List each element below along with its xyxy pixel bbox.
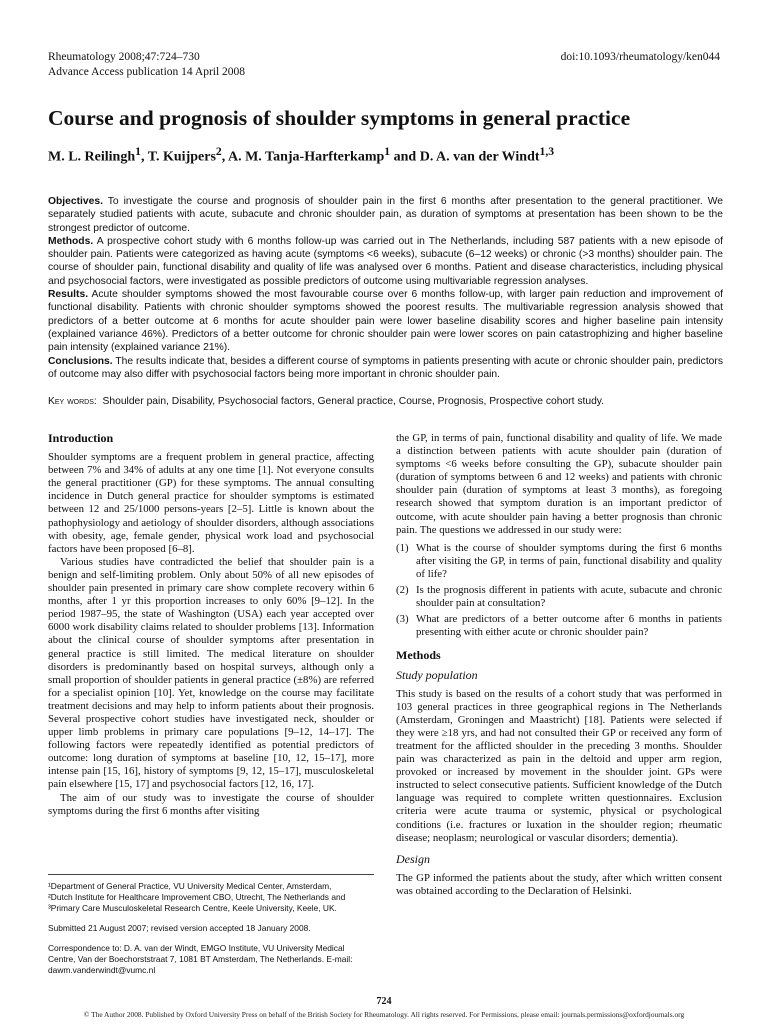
author-name: M. L. Reilingh — [48, 149, 136, 165]
conclusions-label: Conclusions. — [48, 355, 113, 367]
author-affiliation: 1 — [384, 145, 391, 158]
footnote-divider — [48, 874, 374, 875]
keywords — [48, 396, 723, 407]
introduction-heading: Introduction — [48, 431, 114, 445]
methods-text: A prospective cohort study with 6 months follow-up was carried out in The Netherlands, including 587 patients with a new episode of shoulder pain. Patients were categorized as having acute (symptoms <6 weeks), subacute (6–12 weeks) or chronic (>3 months) shoulder pain. The course of shoulder pain, functional disability and quality of life was analysed over 6 months. Patient and disease characteristics, including physical and psychosocial factors, were investigated as possible predictors of outcome using multivariable regression analyses. — [48, 235, 723, 287]
keywords-text: Shoulder pain, Disability, Psychosocial factors, General practice, Course, Prognosis, Prospective cohort study. — [102, 396, 605, 407]
doi-link[interactable]: doi:10.1093/rheumatology/ken044 — [560, 51, 720, 63]
question-text: Is the prognosis different in patients with acute, subacute and chronic shoulder pain at consultation? — [416, 584, 722, 610]
intro-paragraph: the GP, in terms of pain, functional disability and quality of life. We made a distinction between patients with acute shoulder pain (duration of symptoms <6 weeks before consulting the GP), subacute shoulder pain (duration of symptoms between 6 and 12 weeks) and patients with chronic shoulder pain (duration of symptoms at least 3 months), as foregoing research showed that symptom duration is an important predictor of outcome, with acute shoulder pain having a better prognosis than chronic pain. The questions we addressed in our study were: — [396, 432, 722, 536]
results-label: Results. — [48, 289, 89, 301]
footnotes — [48, 874, 374, 976]
journal-citation: Rheumatology 2008;47:724–730 — [48, 51, 200, 63]
correspondence-note: Correspondence to: D. A. van der Windt, EMGO Institute, VU University Medical Centre, Van der Boechorststraat 7, 1081 BT Amsterdam, The Netherlands. E-mail: dawm.vanderwindt@vumc.nl — [48, 943, 353, 975]
author-separator: , — [221, 149, 228, 165]
abstract — [48, 195, 723, 381]
author-name: T. Kuijpers — [147, 149, 216, 165]
author-list — [48, 145, 728, 166]
submission-dates: Submitted 21 August 2007; revised version accepted 18 January 2008. — [48, 923, 311, 933]
right-column — [396, 432, 722, 898]
page-number: 724 — [376, 996, 392, 1007]
objectives-label: Objectives. — [48, 196, 103, 207]
article-title: Course and prognosis of shoulder symptoms in general practice — [48, 106, 631, 130]
question-number: (3) — [396, 613, 409, 626]
abstract-methods — [48, 235, 723, 288]
intro-paragraph: Shoulder symptoms are a frequent problem in general practice, affecting between 7% and 34% of adults at any one time [1]. Not everyone consults the general practitioner (GP) for these symptoms. The annual consulting incidence in Dutch general practice for shoulder symptoms is estimated between 12 and 25/1000 persons-years [2–5]. Little is known about the pathophysiology and aetiology of shoulder disorders, although associations with obesity, age, female gender, physical work load and psychosocial factors have been proposed [6–8]. — [48, 451, 374, 555]
author-affiliation: 1 — [135, 145, 141, 158]
copyright-notice: © The Author 2008. Published by Oxford University Press on behalf of the British Society for Rheumatology. All rights reserved. For Permissions, please email: journals.permissions@oxfordjournals.org — [83, 1010, 685, 1019]
author-name: D. A. van der Windt — [419, 149, 540, 165]
affiliation-note: ²Dutch Institute for Healthcare Improvement CBO, Utrecht, The Netherlands and — [48, 892, 346, 902]
author-name: A. M. Tanja-Harfterkamp — [227, 149, 385, 165]
running-header — [48, 50, 720, 80]
methods-heading: Methods — [396, 648, 441, 663]
author-affiliation: 2 — [215, 145, 222, 158]
design-text: The GP informed the patients about the study, after which written consent was obtained according to the Declaration of Helsinki. — [396, 871, 722, 897]
abstract-conclusions — [48, 355, 723, 382]
question-item — [396, 584, 722, 610]
affiliation-note: ¹Department of General Practice, VU University Medical Center, Amsterdam, — [48, 881, 332, 891]
intro-paragraph: Various studies have contradicted the belief that shoulder pain is a benign and self-limiting problem. Only about 50% of all new episodes of shoulder pain presented in primary care show complete recovery within 6 months, after 1 yr this proportion increases to only 60% [9–12]. In the period 1987–95, the state of Washington (USA) each year accepted over 6000 work disability claims related to shoulder problems [13]. Information about the clinical course of shoulder symptoms after presentation in general practice is still limited. The medical literature on shoulder disorders is predominantly based on hospital surveys, although only a small proportion of shoulder patients in general practice (±8%) are referred for a specialist opinion [10]. Yet, knowledge on the course may facilitate treatment decisions and may help to inform patients about their prognosis. Several prospective cohort studies have investigated neck, shoulder or upper limb problems in primary care populations [9–12, 14–17]. The following factors were repeatedly identified as potential predictors of outcome: long duration of symptoms at baseline [10, 12, 15–17], more intense pain [15, 16], history of symptoms [9, 12, 15–17], musculoskeletal pain elsewhere [15, 17] and psychosocial factors [12, 16, 17]. — [48, 555, 374, 791]
author-separator: and — [390, 149, 420, 165]
abstract-objectives — [48, 195, 723, 235]
study-population-text: This study is based on the results of a cohort study that was performed in 103 general practices in three geographical regions in The Netherlands (Amsterdam, Groningen and Maastricht) [18]. Patients were selected if they were ≥18 yrs, and had not consulted their GP or received any form of treatment for the afflicted shoulder in the preceding 3 months. Shoulder pain was characterized as pain in the deltoid and upper arm region, provoked or increased by movement in the shoulder joint. GPs were instructed to select consecutive patients. Sufficient knowledge of the Dutch language was required to complete written questionnaires. Exclusion criteria were acute trauma or systemic, physical or psychological conditions (i.e. fractures or luxation in the shoulder region; rheumatic disease; neoplasm; neurological or vascular disorders; dementia). — [396, 687, 722, 844]
author-separator: , — [140, 149, 148, 165]
advance-access-line: Advance Access publication 14 April 2008 — [48, 66, 246, 78]
keywords-label: Key words: — [48, 396, 97, 407]
design-heading: Design — [396, 851, 430, 866]
question-text: What is the course of shoulder symptoms during the first 6 months after visiting the GP, in terms of pain, functional disability and quality of life? — [416, 541, 722, 580]
question-number: (1) — [396, 541, 409, 554]
abstract-results — [48, 288, 723, 354]
study-population-heading: Study population — [396, 667, 478, 682]
author-affiliation: 1,3 — [539, 145, 555, 158]
question-number: (2) — [396, 584, 409, 597]
objectives-text: To investigate the course and prognosis of shoulder pain in the first 6 months after presentation to the general practitioner. We separately studied patients with acute, subacute and chronic shoulder pain, as duration of symptoms at presentation has been shown to be the strongest predictor of outcome. — [48, 196, 723, 234]
question-item — [396, 542, 722, 581]
results-text: Acute shoulder symptoms showed the most favourable course over 6 months follow-up, with larger pain reduction and improvement of functional disability. Patients with chronic shoulder symptoms showed the poorest results. The multivariable regression analysis showed that predictors of a better outcome at 6 months for acute shoulder pain were lower baseline disability scores and higher baseline pain intensity (explained variance 46%). Predictors of a better outcome for chronic shoulder pain were lower scores on pain catastrophizing and higher baseline pain intensity (explained variance 21%). — [48, 289, 723, 354]
intro-paragraph: The aim of our study was to investigate the course of shoulder symptoms during the first 6 months after visiting — [48, 791, 374, 817]
question-text: What are predictors of a better outcome after 6 months in patients presenting with either acute or chronic shoulder pain? — [416, 613, 722, 639]
research-questions — [396, 542, 722, 640]
affiliation-note: ³Primary Care Musculoskeletal Research Centre, Keele University, Keele, UK. — [48, 903, 337, 913]
conclusions-text: The results indicate that, besides a different course of symptoms in patients presenting with acute or chronic shoulder pain, predictors of outcome may also differ with psychosocial factors being more important in chronic shoulder pain. — [48, 355, 723, 380]
methods-label: Methods. — [48, 235, 94, 247]
left-column — [48, 432, 374, 818]
question-item — [396, 613, 722, 639]
